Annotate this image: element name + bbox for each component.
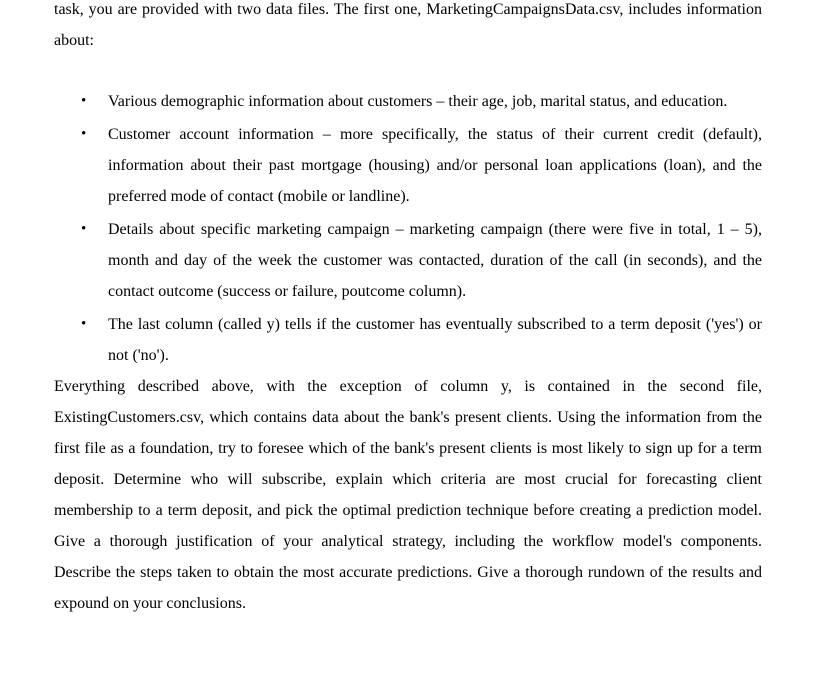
- list-item-text: The last column (called y) tells if the customer has eventually subscribed to a term deposit ('yes') or not ('no').: [108, 316, 762, 364]
- list-item: [54, 309, 762, 371]
- list-item: [54, 86, 762, 117]
- bullet-icon: •: [81, 221, 87, 237]
- list-item: [54, 119, 762, 212]
- bullet-icon: •: [81, 316, 87, 332]
- list-item-text: Customer account information – more specifically, the status of their current credit (default), information about their past mortgage (housing) and/or personal loan applications (loan), and the preferred mode of contact (mobile or landline).: [108, 126, 762, 205]
- intro-paragraph: task, you are provided with two data files. The first one, MarketingCampaignsData.csv, includes information about:: [54, 1, 762, 49]
- list-item: [54, 214, 762, 307]
- list-item-text: Details about specific marketing campaign – marketing campaign (there were five in total, 1 – 5), month and day of the week the customer was contacted, duration of the call (in seconds), and the contact outcome (success or failure, poutcome column).: [108, 221, 762, 300]
- bullet-icon: •: [81, 93, 87, 109]
- list-item-text: Various demographic information about customers – their age, job, marital status, and education.: [108, 93, 728, 110]
- closing-paragraph: Everything described above, with the exception of column y, is contained in the second file, ExistingCustomers.csv, which contains data about the bank's present clients. Using the information from the first file as a foundation, try to foresee which of the bank's present clients is most likely to sign up for a term deposit. Determine who will subscribe, explain which criteria are most crucial for forecasting client membership to a term deposit, and pick the optimal prediction technique before creating a prediction model. Give a thorough justification of your analytical strategy, including the workflow model's components. Describe the steps taken to obtain the most accurate predictions. Give a thorough rundown of the results and expound on your conclusions.: [54, 378, 762, 612]
- document-page: [54, 0, 762, 619]
- bullet-list: [54, 86, 762, 371]
- bullet-icon: •: [81, 126, 87, 142]
